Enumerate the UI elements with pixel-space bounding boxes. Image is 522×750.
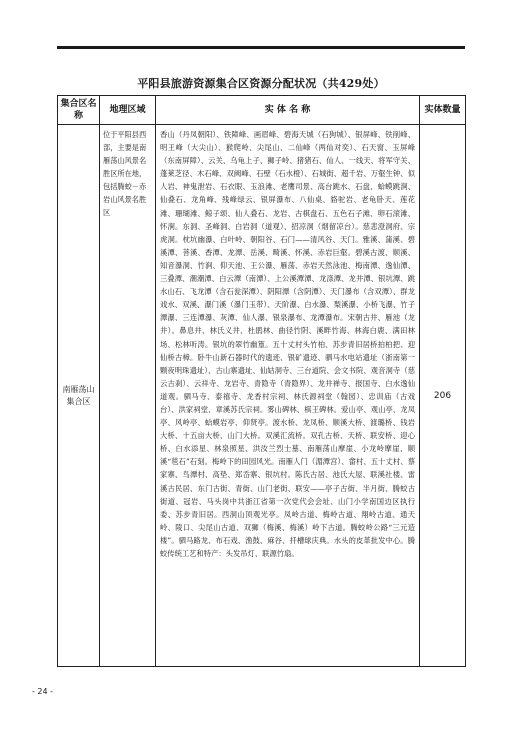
header-area: 地理区域: [100, 96, 156, 125]
entity-names-cell: 香山（丹凤朝阳）、铁障峰、画眉峰、碧海天城（石狗城）、银屏峰、铁削峰、明王峰（大尖山）、猴爬岭、尖尾山、二仙峰（两仙对奕）、石天窗、玉屏峰（东南屏障）、云关、乌龟上子、狮子岭、猪猪石、仙人、一线天、将军守关、蓬莱芝径、木石峰、双阙峰、石壁（石水橙）、石城街、超千岩、万壑生钟、似人岩、神鬼泄岩、石衣眼、玉浪滩、老鹰司景、高台跳水、石盘、蛤蟆跳涧、仙叠石、龙角峰、残峰绿云、银屏瀑布、八仙桌、貉驼岩、老龟卧天、莲花滩、珊瑚滩、鲸子颂、仙人叠石、龙岩、古棋盘石、五色石子滩、卵石滚滩、怀涧。东洞、圣峰洞、白岩洞（道观）、招凉洞（烟留凉台）。慈悲澄洞府、宗虎洞。枕坑幽瀑、白叶岭、朝阳谷、石门——清风谷、天门。雅溪、蒲溪、碧溪潭、菩溪、香潭、龙潭、岳溪、畸溪、怀溪、赤岩巨壑。碧溪古渡、顺溪、知音瀑洞、竹涧、仰天池、王公瀑、雁荡、赤岩天然泳池、梅南潭、逸仙潭、三叠潭、潮潮潭、白云潭（南潭）、上公溪潭潭、龙涤潭、龙井潭、银坑潭、跳水山石、飞龙潭（含石瓮深潭）、阴阳潭（含阴潭）、天门瀑布（含双潭）、群龙戏水、双溪、瀑门溪（瀑门玉带）、天阶瀑、白水瀑、梨溪瀑、小桥飞瀑、竹子潭瀑、三连潭瀑、灰潭、仙人瀑、银泉瀑布、龙潭瀑布。宋朝古井、雁池（龙井）。鼻息井、林氏义井、杜鹃林、曲径竹阴、溪畔竹海、林海白鹿、满田林场、松林听涛。银坑的翠竹幽篁。五十丈村头竹柏、苏步青旧居桥拍柏把、迎仙桥古樟。卧牛山新石器时代的遗迹、银矿遗迹、驷马水电站遗址（浙南第一颗夜明珠遗址）、古山寨遗址、仙姑洞寺、三台道院、会文书院、观音洞寺（慈云古刹）、云祥寺、龙岩寺、青隐寺（青隐界）、龙井禅寺、报国寺、白水逸仙道观。驷马寺、泰禧寺、龙香村宗祠、林氏源祠堂（翰园）、忠训庙（古戏台）、洪家祠堂、章溪苏氏宗祠。雾山碑林、棋王碑林。爱山亭、观山亭、龙凤亭、风岭亭、蛤蟆岩亭、仰贤亭。渡水桥、龙凤桥、顺溪大桥、渡璐桥、钱岩大桥、十五亩大桥、山门大桥。双溪汇流桥。双孔古桥、天桥、联安桥、迎心桥、白水添星、林泉照星、洪汝兰烈士墓、南雁荡山摩崖、小龙岭摩崖、顺溪“毯石”石刻。梅岭下的田园风光。南雁人门（湄潭宫）、畲村、五十丈村、蔡家寨、鸟潭村、高垫、郑岙寨、银坑村。陈氏古居、池氏大屋、联溪社楼、雷溪古民居、东门古街、青街、山门老街、联安——亭子古街、半月街、腾蛟古街道、冠岩、马头岗中共浙江省第一次党代会会址、山门小学南国边区执行委、苏步青旧居。西洞山顶观光亭。凤岭古道、梅岭古道、翔岭古道、通天岭、陵口、尖尾山古道、双狮（梅溪、梅溪）岭下古道。腾蛟岭公路“三元造楼”。驷马路龙、布石戏、渔鼓、麻谷、扦槽球庆典。水头的皮革批发中心。腾蛟传统工艺和特产：头发吊灯、联源竹扇。: [156, 125, 420, 667]
header-region: 集合区名称: [58, 96, 100, 125]
entity-count-cell: 206: [420, 125, 466, 667]
geographic-area-cell: 位于平阳县西部，主要是南雁荡山风景名胜区所在地，包括腾蛟－赤岩山风景名胜区: [100, 125, 156, 667]
header-names: 实 体 名 称: [156, 96, 420, 125]
region-name-cell: 南雁荡山集合区: [58, 125, 100, 667]
header-count: 实体数量: [420, 96, 466, 125]
resource-table: [57, 95, 466, 667]
page-number: - 24 -: [32, 687, 54, 696]
table-row: [58, 125, 466, 667]
top-rule: [57, 46, 465, 49]
header-row: [58, 96, 466, 125]
table-caption: 平阳县旅游资源集合区资源分配状况（共429处）: [137, 77, 385, 90]
